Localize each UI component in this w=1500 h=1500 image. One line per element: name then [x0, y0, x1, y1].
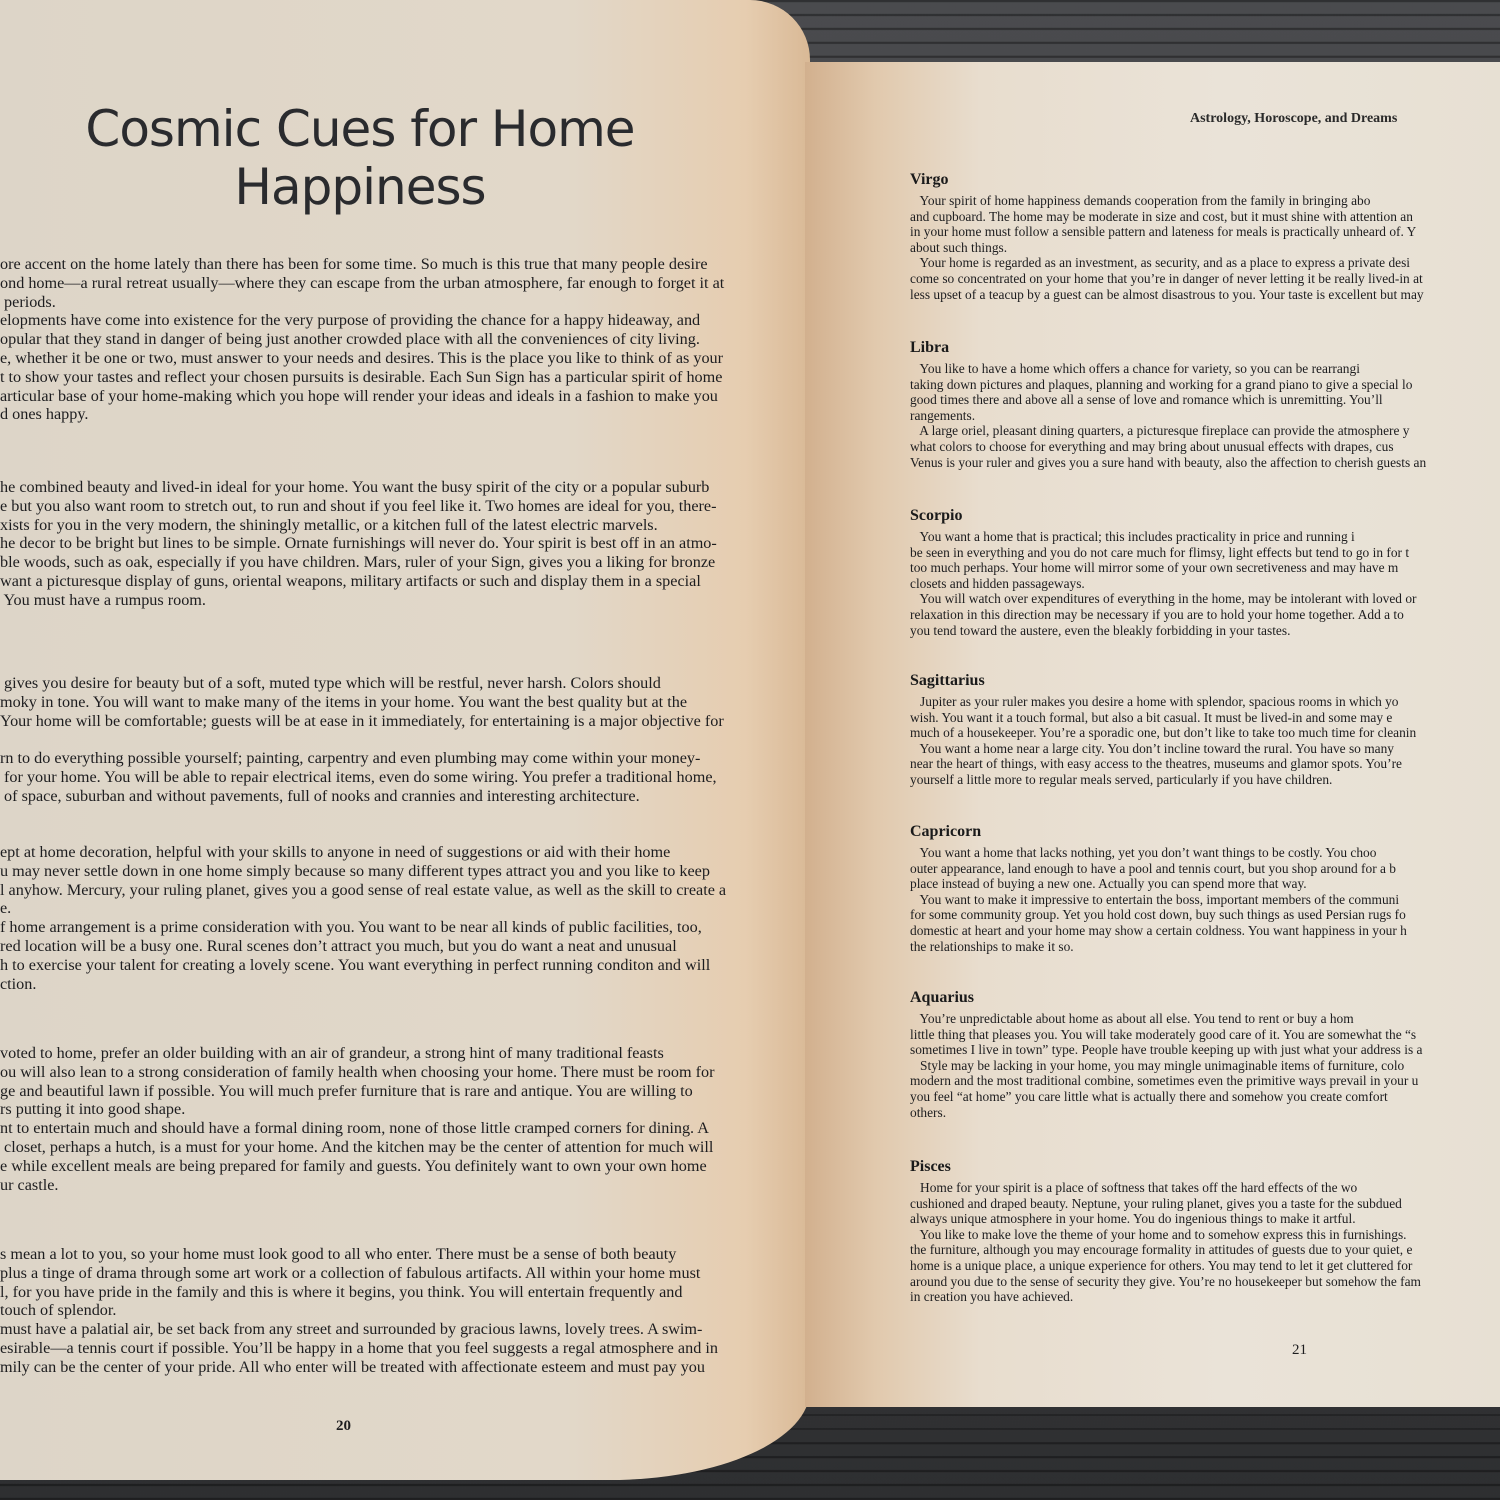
section-heading: Libra: [910, 339, 950, 356]
text-line: relaxation in this direction may be necessary if you are to hold your home together. Add a to: [910, 606, 1404, 622]
text-line: e.: [0, 899, 12, 918]
intro-paragraph: [0, 255, 780, 424]
text-line: cushioned and draped beauty. Neptune, your ruling planet, gives you a taste for the subdued: [910, 1195, 1402, 1211]
text-line: what colors to choose for everything and may bring about unusual effects with drapes, cus: [910, 438, 1394, 454]
text-line: e but you also want room to stretch out, to run and shout if you feel like it. Two homes are ideal for you, there-: [0, 496, 717, 515]
text-line: s mean a lot to you, so your home must look good to all who enter. There must be a sense of both beauty: [0, 1245, 677, 1263]
text-line: Your spirit of home happiness demands cooperation from the family in bringing abo: [910, 193, 1371, 208]
text-line: e, whether it be one or two, must answer to your needs and desires. This is the place you like to think of as your: [0, 348, 724, 367]
text-line: periods.: [0, 292, 56, 311]
text-line: Jupiter as your ruler makes you desire a home with splendor, spacious rooms in which yo: [910, 694, 1399, 709]
text-line: Venus is your ruler and gives you a sure hand with beauty, also the affection to cherish guests an: [910, 454, 1427, 470]
page-number-left: 20: [336, 1418, 351, 1434]
taurus-section: [0, 674, 780, 806]
text-line: ept at home decoration, helpful with your skills to anyone in need of suggestions or aid with their home: [0, 843, 671, 861]
text-line: in your home must follow a sensible pattern and lateness for meals is practically unheard of. Y: [910, 224, 1417, 240]
text-line: ou will also lean to a strong consideration of family health when choosing your home. There must be room for: [0, 1062, 715, 1081]
text-line: wish. You want it a touch formal, but also a bit casual. It must be lived-in and some may e: [910, 709, 1393, 725]
section-libra: [910, 338, 1500, 470]
text-line: You’re unpredictable about home as about all else. You tend to rent or buy a hom: [910, 1011, 1354, 1026]
text-line: [0, 730, 780, 749]
text-line: l anyhow. Mercury, your ruling planet, gives you a good sense of real estate value, as well as the skill to create a: [0, 880, 727, 899]
text-line: ond home—a rural retreat usually—where they can escape from the urban atmosphere, far enough to forget it at: [0, 273, 725, 292]
text-line: u may never settle down in one home simply because so many different types attract you and you like to keep: [0, 861, 710, 880]
leo-section: [0, 1245, 780, 1377]
text-line: ction.: [0, 974, 37, 993]
text-line: nt to entertain much and should have a formal dining room, none of those little cramped corners for dining. A: [0, 1119, 709, 1138]
text-line: others.: [910, 1104, 947, 1120]
text-line: much of a housekeeper. You’re a sporadic one, but don’t like to take too much time for cleanin: [910, 725, 1417, 741]
text-line: closets and hidden passageways.: [910, 575, 1085, 591]
text-line: You want a home that lacks nothing, yet you don’t want things to be costly. You choo: [910, 845, 1377, 860]
text-line: Home for your spirit is a place of softness that takes off the hard effects of the wo: [910, 1180, 1358, 1195]
text-line: plus a tinge of drama through some art work or a collection of fabulous artifacts. All within your home must: [0, 1263, 701, 1282]
text-line: ur castle.: [0, 1175, 59, 1194]
text-line: less upset of a teacup by a guest can be almost disastrous to you. Your taste is excellent but may: [910, 286, 1424, 302]
text-line: for some community group. Yet you hold cost down, buy such things as used Persian rugs fo: [910, 907, 1406, 923]
text-line: touch of splendor.: [0, 1301, 117, 1320]
text-line: You want to make it impressive to entertain the boss, important members of the communi: [910, 891, 1400, 907]
section-heading: Virgo: [910, 171, 949, 188]
section-heading: Aquarius: [910, 989, 975, 1006]
text-line: closet, perhaps a hutch, is a must for your home. And the kitchen may be the center of attention for much will: [0, 1137, 714, 1156]
text-line: l, for you have pride in the family and this is where it begins, you think. You will entertain frequently and: [0, 1282, 683, 1301]
text-line: t to show your tastes and reflect your chosen pursuits is desirable. Each Sun Sign has a particular spirit of home: [0, 367, 723, 386]
text-line: outer appearance, land enough to have a pool and tennis court, but you shop around for a b: [910, 860, 1397, 876]
right-page: [805, 62, 1500, 1407]
chapter-title: [50, 100, 670, 216]
text-line: near the heart of things, with easy access to the theatres, museums and glamor spots. You’re: [910, 756, 1402, 772]
text-line: too much perhaps. Your home will mirror some of your own secretiveness and may have m: [910, 560, 1399, 576]
text-line: rs putting it into good shape.: [0, 1100, 186, 1119]
text-line: the relationships to make it so.: [910, 938, 1074, 954]
text-line: You want a home near a large city. You don’t incline toward the rural. You have so many: [910, 740, 1394, 756]
text-line: gives you desire for beauty but of a soft, muted type which will be restful, never harsh. Colors should: [0, 674, 661, 692]
text-line: rangements.: [910, 407, 976, 423]
text-line: come so concentrated on your home that you’re in danger of never letting it be really lived-in at: [910, 270, 1423, 286]
text-line: must have a palatial air, be set back from any street and surrounded by gracious lawns, lovely trees. A swim-: [0, 1320, 703, 1339]
section-virgo: [910, 170, 1500, 302]
text-line: of space, suburban and without pavements, full of nooks and crannies and interesting architecture.: [0, 786, 640, 805]
text-line: ge and beautiful lawn if possible. You will much prefer furniture that is rare and antique. You are willing to: [0, 1081, 693, 1100]
text-line: about such things.: [910, 239, 1008, 255]
text-line: ble woods, such as oak, especially if you have children. Mars, ruler of your Sign, gives you a liking for bronze: [0, 553, 716, 572]
text-line: You want a home that is practical; this includes practicality in price and running i: [910, 529, 1355, 544]
text-line: d ones happy.: [0, 405, 89, 424]
section-sagittarius: [910, 671, 1500, 788]
text-line: home is a unique place, a unique experience for others. You may tend to let it get cluttered for: [910, 1257, 1413, 1273]
running-head: Astrology, Horoscope, and Dreams: [1190, 111, 1398, 126]
text-line: You must have a rumpus room.: [0, 590, 206, 609]
section-heading: Pisces: [910, 1158, 951, 1175]
text-line: mily can be the center of your pride. All who enter will be treated with affectionate esteem and must pay you: [0, 1357, 705, 1376]
text-line: Style may be lacking in your home, you may mingle unimaginable items of furniture, colo: [910, 1057, 1405, 1073]
text-line: little thing that pleases you. You will take moderately good care of it. You are somewhat the “s: [910, 1026, 1417, 1042]
text-line: in creation you have achieved.: [910, 1289, 1074, 1305]
text-line: e while excellent meals are being prepared for family and guests. You definitely want to own your own home: [0, 1156, 707, 1175]
text-line: you feel “at home” you care little what is actually there and somehow you create comfort: [910, 1088, 1388, 1104]
text-line: esirable—a tennis court if possible. You’ll be happy in a home that you feel suggests a regal atmosphere and in: [0, 1338, 718, 1357]
section-pisces: [910, 1157, 1500, 1305]
text-line: articular base of your home-making which you hope will render your ideas and ideals in a fashion to make you: [0, 386, 718, 405]
section-aquarius: [910, 988, 1500, 1120]
text-line: ore accent on the home lately than there has been for some time. So much is this true that many people desire: [0, 255, 708, 273]
text-line: for your home. You will be able to repair electrical items, even do some wiring. You prefer a traditional home,: [0, 767, 717, 786]
text-line: taking down pictures and plaques, planning and working for a grand piano to give a special lo: [910, 376, 1413, 392]
text-line: f home arrangement is a prime consideration with you. You want to be near all kinds of public facilities, too,: [0, 918, 702, 937]
text-line: good times there and above all a sense of love and romance which is unremitting. You’ll: [910, 392, 1383, 408]
text-line: A large oriel, pleasant dining quarters, a picturesque fireplace can provide the atmosphere y: [910, 423, 1410, 439]
text-line: h to exercise your talent for creating a lovely scene. You want everything in perfect running conditon and will: [0, 955, 711, 974]
text-line: elopments have come into existence for the very purpose of providing the chance for a happy hideaway, and: [0, 311, 701, 330]
chapter-title-line-1: Cosmic Cues for Home: [85, 100, 635, 158]
section-heading: Scorpio: [910, 507, 963, 524]
section-capricorn: [910, 822, 1500, 954]
text-line: and cupboard. The home may be moderate in size and cost, but it must shine with attention an: [910, 208, 1413, 224]
page-number-right: 21: [1292, 1342, 1307, 1358]
text-line: You will watch over expenditures of everything in the home, may be intolerant with loved or: [910, 591, 1417, 607]
text-line: he combined beauty and lived-in ideal for your home. You want the busy spirit of the city or a popular suburb: [0, 478, 710, 496]
gemini-section: [0, 843, 780, 993]
text-line: be seen in everything and you do not care much for flimsy, light effects but tend to go in for t: [910, 544, 1410, 560]
text-line: he decor to be bright but lines to be simple. Ornate furnishings will never do. Your spirit is best off in an atmo-: [0, 534, 717, 553]
text-line: moky in tone. You will want to make many of the items in your home. You want the best quality but at the: [0, 692, 688, 711]
section-heading: Sagittarius: [910, 672, 985, 689]
text-line: Your home will be comfortable; guests will be at ease in it immediately, for entertaining is a major objective for: [0, 711, 724, 730]
text-line: xists for you in the very modern, the shiningly metallic, or a kitchen full of the latest electric marvels.: [0, 515, 658, 534]
text-line: around you due to the sense of security they give. You’re no housekeeper but somehow the fam: [910, 1273, 1421, 1289]
text-line: You like to make love the theme of your home and to somehow express this in furnishings.: [910, 1226, 1407, 1242]
text-line: place instead of buying a new one. Actually you can spend more that way.: [910, 876, 1307, 892]
text-line: always unique atmosphere in your home. You do ingenious things to make it artful.: [910, 1211, 1356, 1227]
text-line: Your home is regarded as an investment, as security, and as a place to express a private desi: [910, 255, 1411, 271]
text-line: voted to home, prefer an older building with an air of grandeur, a strong hint of many traditional feasts: [0, 1044, 664, 1062]
chapter-title-line-2: Happiness: [234, 158, 486, 216]
cancer-section: [0, 1044, 780, 1194]
text-line: rn to do everything possible yourself; painting, carpentry and even plumbing may come within your money-: [0, 749, 701, 768]
aries-section: [0, 478, 780, 610]
text-line: modern and the most traditional combine, sometimes even the primitive ways prevail in your u: [910, 1073, 1419, 1089]
text-line: want a picturesque display of guns, oriental weapons, military artifacts or such and display them in a special: [0, 571, 701, 590]
text-line: red location will be a busy one. Rural scenes don’t attract you much, but you do want a neat and unusual: [0, 936, 677, 955]
section-heading: Capricorn: [910, 823, 982, 840]
section-scorpio: [910, 506, 1500, 638]
text-line: You like to have a home which offers a chance for variety, so you can be rearrangi: [910, 361, 1360, 376]
text-line: domestic at heart and your home may show a certain coldness. You want happiness in your h: [910, 922, 1407, 938]
text-line: yourself a little more to regular meals served, particularly if you have children.: [910, 771, 1333, 787]
text-line: opular that they stand in danger of being just another crowded place with all the conveniences of city living.: [0, 330, 700, 349]
text-line: sometimes I live in town” type. People have trouble keeping up with just what your address is a: [910, 1042, 1423, 1058]
text-line: the furniture, although you may encourage formality in attitudes of guests due to your quiet, e: [910, 1242, 1413, 1258]
text-line: you tend toward the austere, even the bleakly forbidding in your tastes.: [910, 622, 1291, 638]
